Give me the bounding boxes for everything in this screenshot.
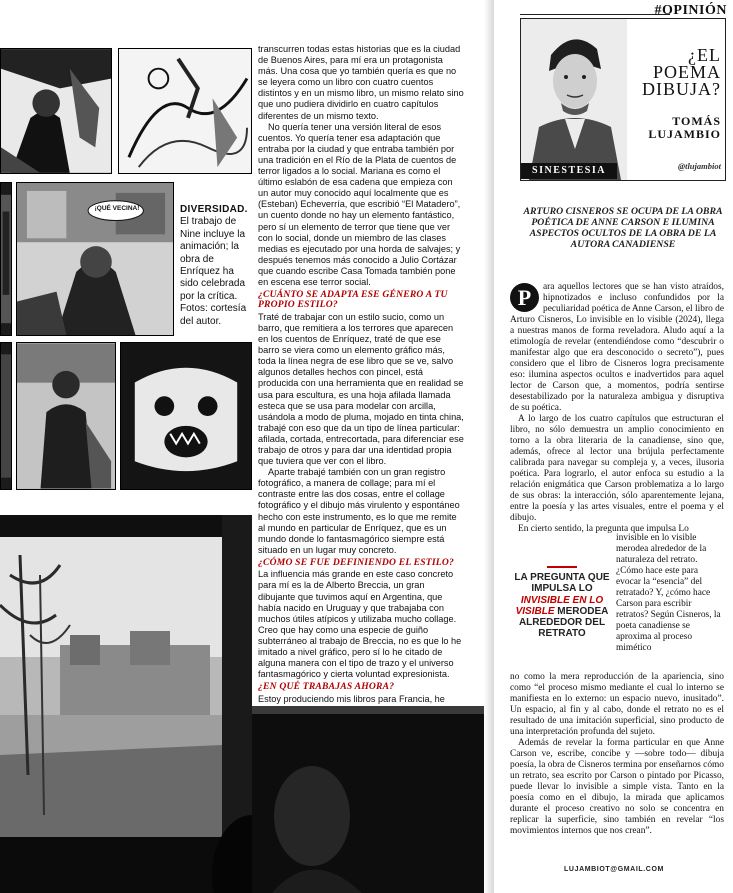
author-portrait: [521, 19, 627, 180]
pull-quote-part-1: LA PREGUNTA QUE IMPULSA LO: [514, 572, 610, 595]
drop-cap: P: [510, 283, 539, 312]
opinion-paragraph-3-side: invisible en lo visible merodea alrededor de la naturaleza del retrato. ¿Cómo hace este para evocar la “esencia” del retratado? Y, ¿cómo hace Carson para escribir retratos? Según Cisneros, la poeta canadiense se aproxima al proceso mimético: [616, 533, 721, 653]
caption-text: El trabajo de Nine incluye la animación; la obra de Enríquez ha sido celebrada por la crítica. Fotos: cortesía del autor.: [180, 216, 247, 327]
heading-en-que-trabajas: ¿EN QUÉ TRABAJAS AHORA?: [258, 681, 395, 693]
caption-title: DIVERSIDAD.: [180, 204, 248, 215]
paragraph-6: Estoy produciendo mis libros para Francia, he: [258, 693, 445, 704]
section-rule: [520, 14, 670, 15]
paragraph-2: No quería tener una versión literal de esos cuentos. Yo quería tener esa adaptación que entraba por la ciudad y que entraba también por una tradición en el Río de la Plata de cuentos de terror ligados a lo social. Mariana es como el último eslabón de esa cadena que empieza con un autor muy conocido aquí localmente que es (Esteban) Echeverría, que escribió “El Matadero”, un cuento donde no hay un elemento fantástico, pero sí un elemento de terror que tiene que ver con lo social, donde un miembro de las clases medias es ejecutado por una horda de salvajes; y después tenemos más conocido a Julio Cortázar que cuando escribe Casa Tomada también pone en escena ese terror social.: [258, 121, 461, 287]
opinion-paragraph-3-end: no como la mera reproducción de la apariencia, sino como “el proceso mismo mediante el cual lo interno se manifiesta en lo externo: un espacio nuevo, inusitado”. Un espacio, al fin y al cabo, donde el retrato no es el resultado de una imitación superficial, sino producto de una interpretación profunda del sujeto.: [510, 672, 724, 737]
comic-panel-doorway: [0, 182, 12, 336]
column-name-badge: SINESTESIA: [521, 163, 617, 179]
author-name: [621, 115, 721, 141]
comic-panel-sketch-art: [119, 49, 251, 173]
author-portrait-art: [521, 19, 627, 180]
comic-speech-balloon: ¡QUÉ VECINA!: [94, 205, 140, 212]
comic-panel-neighbor: [16, 182, 174, 336]
heading-cuanto-se-adapta: ¿CUÁNTO SE ADAPTA ESE GÉNERO A TU PROPIO ESTILO?: [258, 289, 448, 311]
right-page: [494, 0, 733, 893]
comic-panel-woman: [16, 342, 116, 490]
pull-quote-emphasis: INVISIBLE EN LO VISIBLE: [515, 594, 604, 617]
comic-panel-girl-art: [1, 49, 111, 173]
author-first-name: TOMÁS: [672, 114, 721, 128]
pull-quote-part-2: MERODEA ALREDEDOR DEL RETRATO: [518, 605, 609, 640]
opinion-paragraph-3-start: En cierto sentido, la pregunta que impulsa Lo: [518, 524, 689, 534]
window-photo: [0, 515, 252, 893]
comic-panel-monster-art: [121, 343, 251, 489]
author-handle: @tlujambiot: [678, 161, 721, 171]
standfirst: ARTURO CISNEROS SE OCUPA DE LA OBRA POÉTICA DE ANNE CARSON E ILUMINA ASPECTOS OCULTOS DE LA OBRA DE LA AUTORA CANADIENSE: [523, 206, 723, 250]
author-last-name: LUJAMBIO: [648, 127, 721, 141]
paragraph-3: Traté de trabajar con un estilo sucio, como un barro, que remitiera a los terrores que aparecen en los cuentos de Enríquez, traté de que ese barro se viera como un elemento gráfico más, toda la línea negra de ese libro que se ve, salvo algunos detalles hechos con pincel, está producida con una herramienta que en realidad se usa para escultura, es una hoja afilada llamada esteca que se usa para modelar con arcilla, usándola a modo de pluma, mojado en tinta china, trabajé con eso que da un tipo de línea particular: afilada, cortada, entrecortada, para diferenciar ese trabajo de otros y para dar una identidad propia que tuviera que ver con el libro.: [258, 311, 464, 467]
photo-shadow-art: [252, 706, 494, 893]
pull-quote-rule: [547, 566, 577, 568]
window-photo-art: [0, 515, 252, 893]
comic-panel-girl: [0, 48, 112, 174]
opinion-paragraph-4: Además de revelar la forma particular en que Anne Carson ve, escribe, concibe y —sobre todo— dibuja poesía, la obra de Cisneros termina por enseñarnos cómo un retrato, sea escrito por Carson o pintado por Picasso, puede llevar lo invisible a simple vista. Tanto en la poesía como en el dibujo, la mirada que aplicamos durante el proceso creativo no solo se concentra en replicar la superficie, sino también en revelar “los movimientos internos que nos crean”.: [510, 738, 724, 836]
article-column-top: [258, 44, 464, 771]
comic-panel-corridor-art: [1, 343, 11, 489]
opinion-paragraph-1-text: ara aquellos lectores que se han visto atraídos, hipnotizados e incluso confundidos por la peculiaridad poética de Anne Carson, el libro de Arturo Cisneros, Lo invisible en lo visible (2024), llega a nuestras manos de forma reveladora. Aludo aquí a la etimología de revelar (entendiéndose como “descubrir o manifestar algo que era desconocido o secreto”), pues considero que el libro de Cisneros logra precisamente eso: ilumina aspectos ocultos e inadvertidos para aquel lector de Carson que, a momentos, podría sentirse desestabilizado por la naturaleza ambigua y disruptiva de su poética.: [510, 282, 724, 413]
comic-panel-sketch: [118, 48, 252, 174]
column-body-top: [510, 282, 724, 535]
page-gutter: [484, 0, 494, 893]
comic-panel-monster: [120, 342, 252, 490]
footer-email: LUJAMBIOT@GMAIL.COM: [564, 866, 664, 873]
heading-como-se-fue: ¿CÓMO SE FUE DEFINIENDO EL ESTILO?: [258, 556, 454, 568]
paragraph-5: La influencia más grande en este caso concreto para mí es la de Alberto Breccia, un gran dibujante que tuvimos aquí en Argentina, que había nacido en Uruguay y que trabajaba con muchos útiles atípicos y utilizaba mucho collage. Creo que hay como una especie de guiño subterráneo al trabajo de Breccia, no es que lo he imitado a nivel gráfico, pero sí lo he citado de alguna manera con el tipo de trazo y el universo fantasmagórico y cierta voluntad expresionista.: [258, 569, 462, 680]
column-body-side: [616, 533, 724, 654]
comic-panel-corridor: [0, 342, 12, 490]
column-title: ¿EL POEMA DIBUJA?: [642, 45, 721, 99]
image-caption: [180, 204, 252, 328]
comic-panel-woman-art: [17, 343, 115, 489]
opinion-paragraph-2: A lo largo de los cuatro capítulos que estructuran el libro, no sólo demuestra un amplio conocimiento en torno a la obra literaria de la canadiense, sino que, además, ofrece al lector una brújula perfectamente calibrada para navegar su compleja y, a veces, ilusoria poética. Para lograrlo, el autor enfoca su estudio a la relación enigmática que Carson problematiza a lo largo de sus obras: la interacción, sólo aparentemente lejana, entre la poesía y las artes visuales, entre el poema y el dibujo.: [510, 414, 724, 523]
photo-shadow-area: [252, 706, 494, 893]
column-body-bottom: [510, 672, 724, 837]
comic-panel-doorway-art: [1, 183, 11, 335]
section-tag: #OPINIÓN: [654, 3, 727, 18]
paragraph-1: transcurren todas estas historias que es la ciudad de Buenos Aires, para mí era un protagonista más. Una cosa que yo también quería es que no se leyera como un libro con cuatro cuentos distintos y en un mismo libro, un mismo relato sino que uno pudiera dividirlo en cuatro capítulos diferentes de un mismo texto.: [258, 44, 464, 121]
pull-quote: [514, 566, 610, 640]
column-header: [520, 18, 726, 181]
paragraph-4: Aparte trabajé también con un gran registro fotográfico, a manera de collage; para mí el contraste entre las dos cosas, entre el collage fotográfico y el dibujo más virulento y espontáneo hecho con este instrumento, es lo que me remite al mundo en particular de Enríquez, que es un mundo donde lo fantasmagórico siempre está situado en un lugar muy concreto.: [258, 467, 460, 555]
opinion-paragraph-1: [510, 282, 724, 414]
